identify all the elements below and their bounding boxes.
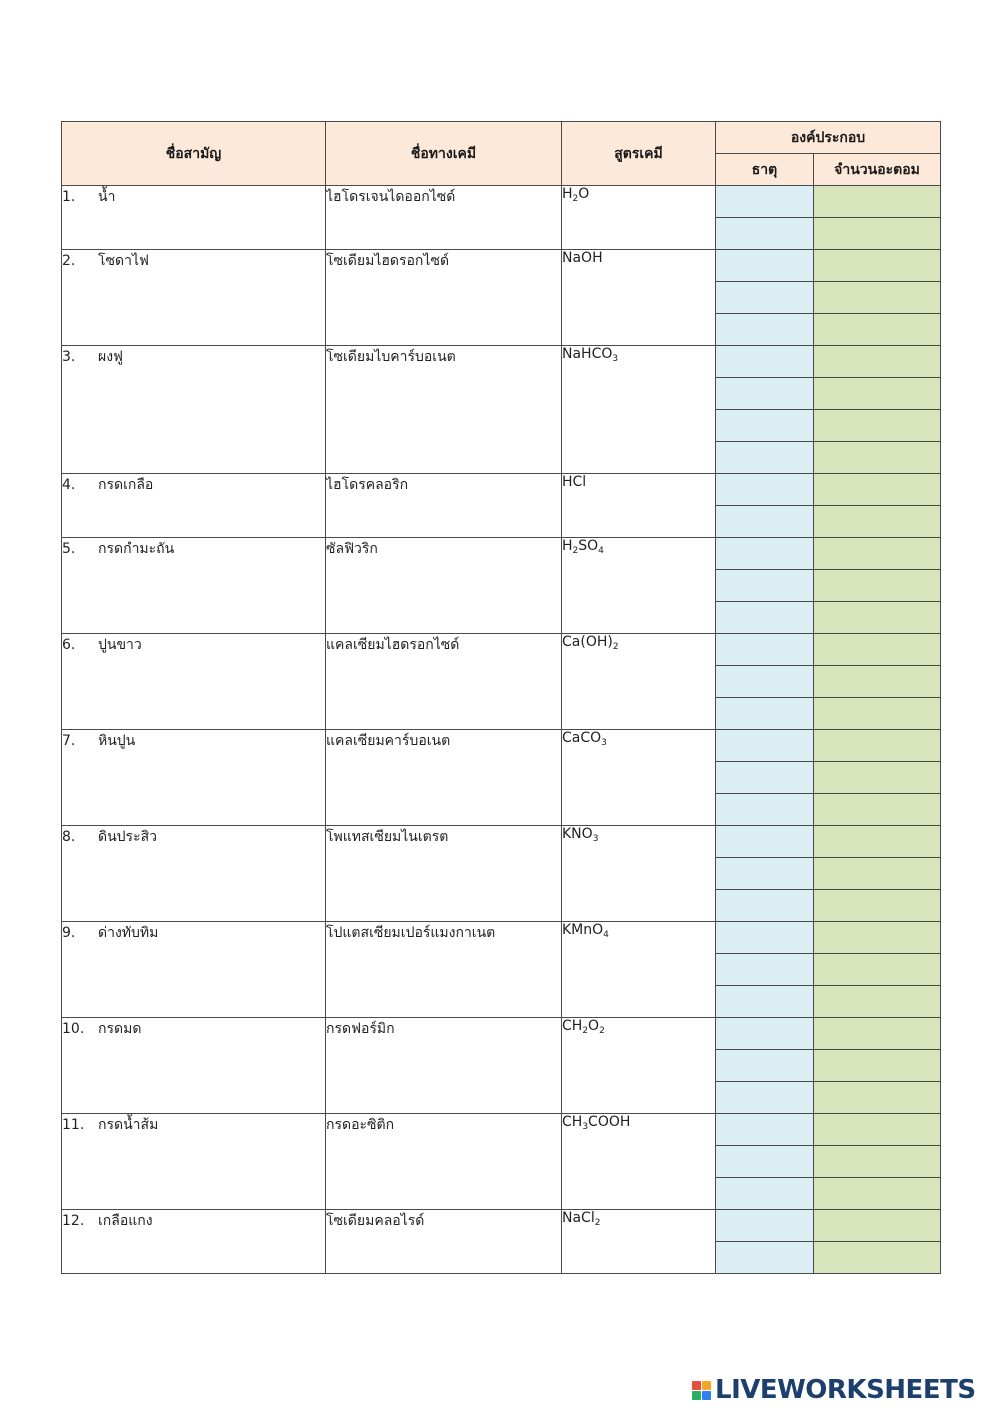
chemical-formula [562, 186, 716, 250]
formula-subscript: 3 [601, 738, 607, 748]
chemical-formula [562, 250, 716, 346]
atom-count-answer-box[interactable] [814, 666, 941, 698]
logo-square-icon [702, 1381, 711, 1390]
common-name: ด่างทับทิม [98, 925, 159, 941]
common-name-cell [62, 474, 326, 538]
chemical-name: แคลเซียมคาร์บอเนต [326, 730, 562, 826]
common-name-cell [62, 538, 326, 634]
element-answer-box[interactable] [716, 218, 814, 250]
logo-text: LIVEWORKSHEETS [715, 1375, 976, 1405]
element-answer-box[interactable] [716, 410, 814, 442]
element-answer-box[interactable] [716, 1050, 814, 1082]
atom-count-answer-box[interactable] [814, 186, 941, 218]
common-name-cell [62, 186, 326, 250]
element-answer-box[interactable] [716, 1082, 814, 1114]
formula-symbol: KMnO [562, 922, 604, 938]
chemical-formula [562, 538, 716, 634]
element-answer-box[interactable] [716, 1114, 814, 1146]
element-answer-box[interactable] [716, 890, 814, 922]
common-name-cell [62, 250, 326, 346]
common-name-cell [62, 1114, 326, 1210]
atom-count-answer-box[interactable] [814, 634, 941, 666]
liveworksheets-logo [692, 1376, 976, 1404]
element-answer-box[interactable] [716, 1018, 814, 1050]
common-name-cell [62, 922, 326, 1018]
element-answer-box[interactable] [716, 602, 814, 634]
element-answer-box[interactable] [716, 1146, 814, 1178]
element-answer-box[interactable] [716, 506, 814, 538]
header-common-name: ชื่อสามัญ [62, 122, 326, 186]
chemical-name: แคลเซียมไฮดรอกไซด์ [326, 634, 562, 730]
common-name: เกลือแกง [98, 1213, 153, 1229]
atom-count-answer-box[interactable] [814, 794, 941, 826]
formula-symbol: O [588, 1018, 600, 1034]
row-number: 2. [62, 253, 76, 269]
table-row [62, 346, 941, 378]
formula-symbol: SO [578, 538, 599, 554]
atom-count-answer-box[interactable] [814, 570, 941, 602]
atom-count-answer-box[interactable] [814, 378, 941, 410]
formula-symbol: NaCl [562, 1210, 595, 1226]
row-number: 8. [62, 829, 76, 845]
atom-count-answer-box[interactable] [814, 410, 941, 442]
atom-count-answer-box[interactable] [814, 954, 941, 986]
atom-count-answer-box[interactable] [814, 218, 941, 250]
element-answer-box[interactable] [716, 922, 814, 954]
atom-count-answer-box[interactable] [814, 1114, 941, 1146]
common-name: กรดกำมะถัน [98, 541, 175, 557]
atom-count-answer-box[interactable] [814, 1018, 941, 1050]
chemical-name: โซเดียมคลอไรด์ [326, 1210, 562, 1274]
table-row [62, 634, 941, 666]
element-answer-box[interactable] [716, 378, 814, 410]
element-answer-box[interactable] [716, 1210, 814, 1242]
logo-mark-icon [692, 1381, 711, 1400]
formula-subscript: 3 [582, 1122, 589, 1132]
table-row [62, 186, 941, 218]
common-name: โซดาไฟ [98, 253, 149, 269]
formula-subscript: 4 [603, 930, 609, 940]
table-row [62, 250, 941, 282]
formula-symbol: NaHCO [562, 346, 613, 362]
chemical-formula [562, 826, 716, 922]
formula-symbol: COOH [588, 1114, 631, 1130]
chemical-name: โซเดียมไบคาร์บอเนต [326, 346, 562, 474]
chemical-name: ไฮโดรเจนไดออกไซด์ [326, 186, 562, 250]
formula-symbol: H [562, 538, 573, 554]
atom-count-answer-box[interactable] [814, 826, 941, 858]
common-name-cell [62, 1210, 326, 1274]
row-number: 12. [62, 1213, 85, 1229]
header-chemical-name: ชื่อทางเคมี [326, 122, 562, 186]
atom-count-answer-box[interactable] [814, 730, 941, 762]
row-number: 5. [62, 541, 76, 557]
table-row [62, 1114, 941, 1146]
atom-count-answer-box[interactable] [814, 1178, 941, 1210]
chemical-formula [562, 1210, 716, 1274]
chemical-formula [562, 1018, 716, 1114]
row-number: 11. [62, 1117, 85, 1133]
formula-subscript: 3 [612, 354, 619, 364]
atom-count-answer-box[interactable] [814, 1050, 941, 1082]
table-row [62, 1018, 941, 1050]
common-name: กรดมด [98, 1021, 142, 1037]
chemical-name: ไฮโดรคลอริก [326, 474, 562, 538]
element-answer-box[interactable] [716, 730, 814, 762]
logo-square-icon [692, 1381, 701, 1390]
formula-symbol: CH [562, 1018, 583, 1034]
header-formula: สูตรเคมี [562, 122, 716, 186]
header-composition: องค์ประกอบ [716, 122, 941, 154]
common-name: กรดน้ำส้ม [98, 1117, 159, 1133]
header-element: ธาตุ [716, 154, 814, 186]
atom-count-answer-box[interactable] [814, 506, 941, 538]
atom-count-answer-box[interactable] [814, 474, 941, 506]
chemical-name: โปแตสเซียมเปอร์แมงกาเนต [326, 922, 562, 1018]
formula-subscript: 2 [582, 1026, 589, 1036]
formula-symbol: KNO [562, 826, 593, 842]
element-answer-box[interactable] [716, 346, 814, 378]
common-name-cell [62, 826, 326, 922]
element-answer-box[interactable] [716, 826, 814, 858]
common-name: น้ำ [98, 189, 116, 205]
element-answer-box[interactable] [716, 1242, 814, 1274]
chemical-name: กรดอะซิติก [326, 1114, 562, 1210]
row-number: 6. [62, 637, 76, 653]
element-answer-box[interactable] [716, 986, 814, 1018]
element-answer-box[interactable] [716, 570, 814, 602]
element-answer-box[interactable] [716, 762, 814, 794]
atom-count-answer-box[interactable] [814, 1082, 941, 1114]
formula-symbol: CaCO [562, 730, 602, 746]
common-name: ดินประสิว [98, 829, 157, 845]
element-answer-box[interactable] [716, 794, 814, 826]
element-answer-box[interactable] [716, 858, 814, 890]
common-name-cell [62, 346, 326, 474]
atom-count-answer-box[interactable] [814, 986, 941, 1018]
atom-count-answer-box[interactable] [814, 602, 941, 634]
row-number: 1. [62, 189, 76, 205]
chemical-formula [562, 730, 716, 826]
element-answer-box[interactable] [716, 282, 814, 314]
element-answer-box[interactable] [716, 474, 814, 506]
header-atom-count: จำนวนอะตอม [814, 154, 941, 186]
chemical-name: โซเดียมไฮดรอกไซด์ [326, 250, 562, 346]
common-name: ผงฟู [98, 349, 123, 365]
table-row [62, 826, 941, 858]
table-row [62, 730, 941, 762]
common-name-cell [62, 730, 326, 826]
formula-subscript: 2 [612, 642, 619, 652]
formula-symbol: O [578, 186, 590, 202]
logo-square-icon [702, 1391, 711, 1400]
chemical-name: กรดฟอร์มิก [326, 1018, 562, 1114]
table-row [62, 474, 941, 506]
atom-count-answer-box[interactable] [814, 858, 941, 890]
chemical-formula [562, 346, 716, 474]
atom-count-answer-box[interactable] [814, 762, 941, 794]
chemical-name: โพแทสเซียมไนเตรต [326, 826, 562, 922]
worksheet-table [61, 121, 941, 1274]
element-answer-box[interactable] [716, 538, 814, 570]
element-answer-box[interactable] [716, 442, 814, 474]
formula-symbol: NaOH [562, 250, 603, 266]
atom-count-answer-box[interactable] [814, 282, 941, 314]
table-row [62, 922, 941, 954]
atom-count-answer-box[interactable] [814, 346, 941, 378]
chemical-formula [562, 634, 716, 730]
atom-count-answer-box[interactable] [814, 442, 941, 474]
formula-symbol: CH [562, 1114, 583, 1130]
formula-subscript: 2 [572, 546, 579, 556]
atom-count-answer-box[interactable] [814, 1146, 941, 1178]
common-name: ปูนขาว [98, 637, 142, 653]
element-answer-box[interactable] [716, 186, 814, 218]
element-answer-box[interactable] [716, 666, 814, 698]
element-answer-box[interactable] [716, 698, 814, 730]
atom-count-answer-box[interactable] [814, 314, 941, 346]
table-body [62, 186, 941, 1274]
formula-symbol: HCl [562, 474, 587, 490]
atom-count-answer-box[interactable] [814, 1242, 941, 1274]
row-number: 4. [62, 477, 76, 493]
atom-count-answer-box[interactable] [814, 698, 941, 730]
common-name: หินปูน [98, 733, 136, 749]
atom-count-answer-box[interactable] [814, 1210, 941, 1242]
row-number: 3. [62, 349, 76, 365]
formula-subscript: 2 [599, 1026, 605, 1036]
atom-count-answer-box[interactable] [814, 538, 941, 570]
formula-symbol: Ca(OH) [562, 634, 613, 650]
element-answer-box[interactable] [716, 250, 814, 282]
element-answer-box[interactable] [716, 314, 814, 346]
atom-count-answer-box[interactable] [814, 890, 941, 922]
row-number: 7. [62, 733, 76, 749]
atom-count-answer-box[interactable] [814, 250, 941, 282]
common-name-cell [62, 1018, 326, 1114]
atom-count-answer-box[interactable] [814, 922, 941, 954]
chemical-formula [562, 1114, 716, 1210]
common-name-cell [62, 634, 326, 730]
logo-square-icon [692, 1391, 701, 1400]
formula-subscript: 3 [592, 834, 599, 844]
formula-subscript: 4 [598, 546, 604, 556]
common-name: กรดเกลือ [98, 477, 154, 493]
table-row [62, 538, 941, 570]
row-number: 9. [62, 925, 76, 941]
formula-symbol: H [562, 186, 573, 202]
chemical-formula [562, 922, 716, 1018]
table-row [62, 1210, 941, 1242]
row-number: 10. [62, 1021, 85, 1037]
element-answer-box[interactable] [716, 954, 814, 986]
formula-subscript: 2 [594, 1218, 601, 1228]
element-answer-box[interactable] [716, 1178, 814, 1210]
chemical-formula [562, 474, 716, 538]
formula-subscript: 2 [572, 194, 579, 204]
chemical-name: ซัลฟิวริก [326, 538, 562, 634]
element-answer-box[interactable] [716, 634, 814, 666]
